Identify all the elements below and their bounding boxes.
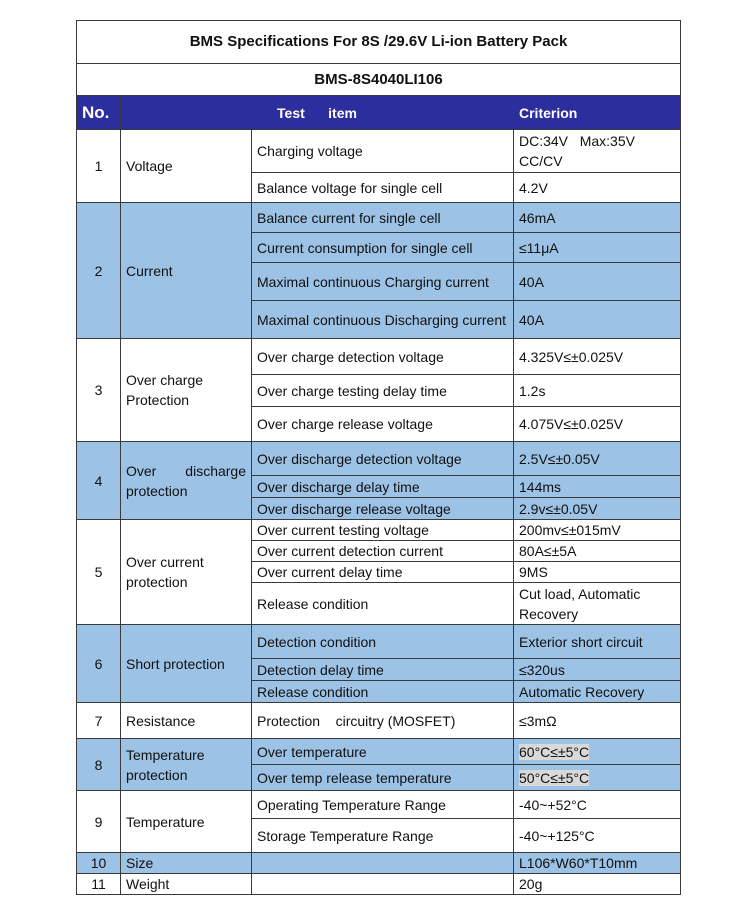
category-line: protection	[126, 574, 188, 590]
test-category	[121, 520, 252, 625]
test-category: Temperature	[121, 791, 252, 853]
test-item: Over charge detection voltage	[252, 339, 514, 375]
document-title: BMS Specifications For 8S /29.6V Li-ion Battery Pack	[77, 21, 681, 64]
test-category: Size	[121, 853, 252, 874]
criterion-value: L106*W60*T10mm	[514, 853, 681, 874]
criterion-value: 4.2V	[514, 173, 681, 203]
criterion-value: 1.2s	[514, 375, 681, 407]
criterion-value: 4.075V≤±0.025V	[514, 407, 681, 442]
model-number: BMS-8S4040LI106	[77, 64, 681, 96]
row-number: 6	[77, 625, 121, 703]
table-row	[77, 739, 681, 765]
table-row	[77, 442, 681, 476]
criterion-value	[514, 130, 681, 173]
row-number: 9	[77, 791, 121, 853]
test-item: Storage Temperature Range	[252, 819, 514, 853]
test-item: Over charge testing delay time	[252, 375, 514, 407]
test-item: Operating Temperature Range	[252, 791, 514, 819]
category-line: protection	[126, 482, 188, 499]
criterion-value: 2.5V≤±0.05V	[514, 442, 681, 476]
criterion-value: 20g	[514, 874, 681, 895]
criterion-line: CC/CV	[519, 153, 563, 169]
criterion-value: 80A≤±5A	[514, 541, 681, 562]
criterion-value: 144ms	[514, 476, 681, 498]
test-item: Over current detection current	[252, 541, 514, 562]
test-item: Over discharge delay time	[252, 476, 514, 498]
criterion-value: 4.325V≤±0.025V	[514, 339, 681, 375]
table-row	[77, 130, 681, 173]
bms-spec-table	[76, 20, 681, 895]
test-item: Over current delay time	[252, 562, 514, 583]
criterion-value: -40~+125°C	[514, 819, 681, 853]
table-row	[77, 339, 681, 375]
test-item: Detection condition	[252, 625, 514, 659]
header-test-item	[121, 96, 514, 130]
table-row	[77, 853, 681, 874]
test-category: Current	[121, 203, 252, 339]
criterion-value: ≤3mΩ	[514, 703, 681, 739]
row-number: 1	[77, 130, 121, 203]
row-number: 7	[77, 703, 121, 739]
test-category	[121, 442, 252, 520]
category-line: Protection	[126, 392, 190, 408]
test-item: Release condition	[252, 681, 514, 703]
test-item	[252, 874, 514, 895]
test-item: Over current testing voltage	[252, 520, 514, 541]
test-item: Over discharge detection voltage	[252, 442, 514, 476]
header-criterion: Criterion	[514, 96, 681, 130]
test-item: Protection circuitry (MOSFET)	[252, 703, 514, 739]
criterion-value: 200mv≤±015mV	[514, 520, 681, 541]
row-number: 4	[77, 442, 121, 520]
criterion-value: 40A	[514, 301, 681, 339]
header-no: No.	[77, 96, 121, 130]
test-item: Detection delay time	[252, 659, 514, 681]
test-category: Short protection	[121, 625, 252, 703]
table-row	[77, 874, 681, 895]
table-row	[77, 520, 681, 541]
category-line: protection	[126, 766, 188, 783]
criterion-value: -40~+52°C	[514, 791, 681, 819]
test-item: Maximal continuous Discharging current	[252, 301, 514, 339]
table-row	[77, 625, 681, 659]
table-row	[77, 791, 681, 819]
criterion-value: 46mA	[514, 203, 681, 233]
criterion-line: Recovery	[519, 605, 579, 622]
row-number: 11	[77, 874, 121, 895]
category-line	[126, 461, 246, 481]
criterion-value: 9MS	[514, 562, 681, 583]
criterion-highlight: 60°C≤±5°C	[519, 743, 590, 760]
test-category	[121, 739, 252, 791]
criterion-value	[514, 765, 681, 791]
test-category	[121, 339, 252, 442]
test-category: Weight	[121, 874, 252, 895]
row-number: 8	[77, 739, 121, 791]
test-item: Over temperature	[252, 739, 514, 765]
criterion-value: ≤11μA	[514, 233, 681, 263]
test-item: Charging voltage	[252, 130, 514, 173]
category-word: discharge	[185, 462, 246, 479]
test-category: Voltage	[121, 130, 252, 203]
row-number: 5	[77, 520, 121, 625]
header-item: item	[328, 104, 357, 121]
category-line: Over charge	[126, 372, 204, 388]
table-header	[77, 96, 681, 130]
table-row	[77, 203, 681, 233]
test-item: Over discharge release voltage	[252, 498, 514, 520]
criterion-value: 2.9v≤±0.05V	[514, 498, 681, 520]
row-number: 2	[77, 203, 121, 339]
test-item: Release condition	[252, 583, 514, 625]
test-item: Balance voltage for single cell	[252, 173, 514, 203]
criterion-value	[514, 583, 681, 625]
test-item	[252, 853, 514, 874]
criterion-highlight: 50°C≤±5°C	[519, 769, 590, 786]
criterion-line: DC:34V Max:35V	[519, 133, 635, 149]
table-row	[77, 703, 681, 739]
category-line: Temperature	[126, 746, 205, 763]
criterion-value: Exterior short circuit	[514, 625, 681, 659]
test-item: Balance current for single cell	[252, 203, 514, 233]
test-item: Over charge release voltage	[252, 407, 514, 442]
test-item: Over temp release temperature	[252, 765, 514, 791]
criterion-value: 40A	[514, 263, 681, 301]
test-item: Maximal continuous Charging current	[252, 263, 514, 301]
header-test: Test	[277, 104, 305, 121]
test-item: Current consumption for single cell	[252, 233, 514, 263]
category-line: Over current	[126, 554, 204, 570]
criterion-value	[514, 739, 681, 765]
criterion-value: Automatic Recovery	[514, 681, 681, 703]
category-word: Over	[126, 462, 157, 479]
criterion-value: ≤320us	[514, 659, 681, 681]
test-category: Resistance	[121, 703, 252, 739]
criterion-line: Cut load, Automatic	[519, 585, 641, 602]
row-number: 10	[77, 853, 121, 874]
row-number: 3	[77, 339, 121, 442]
